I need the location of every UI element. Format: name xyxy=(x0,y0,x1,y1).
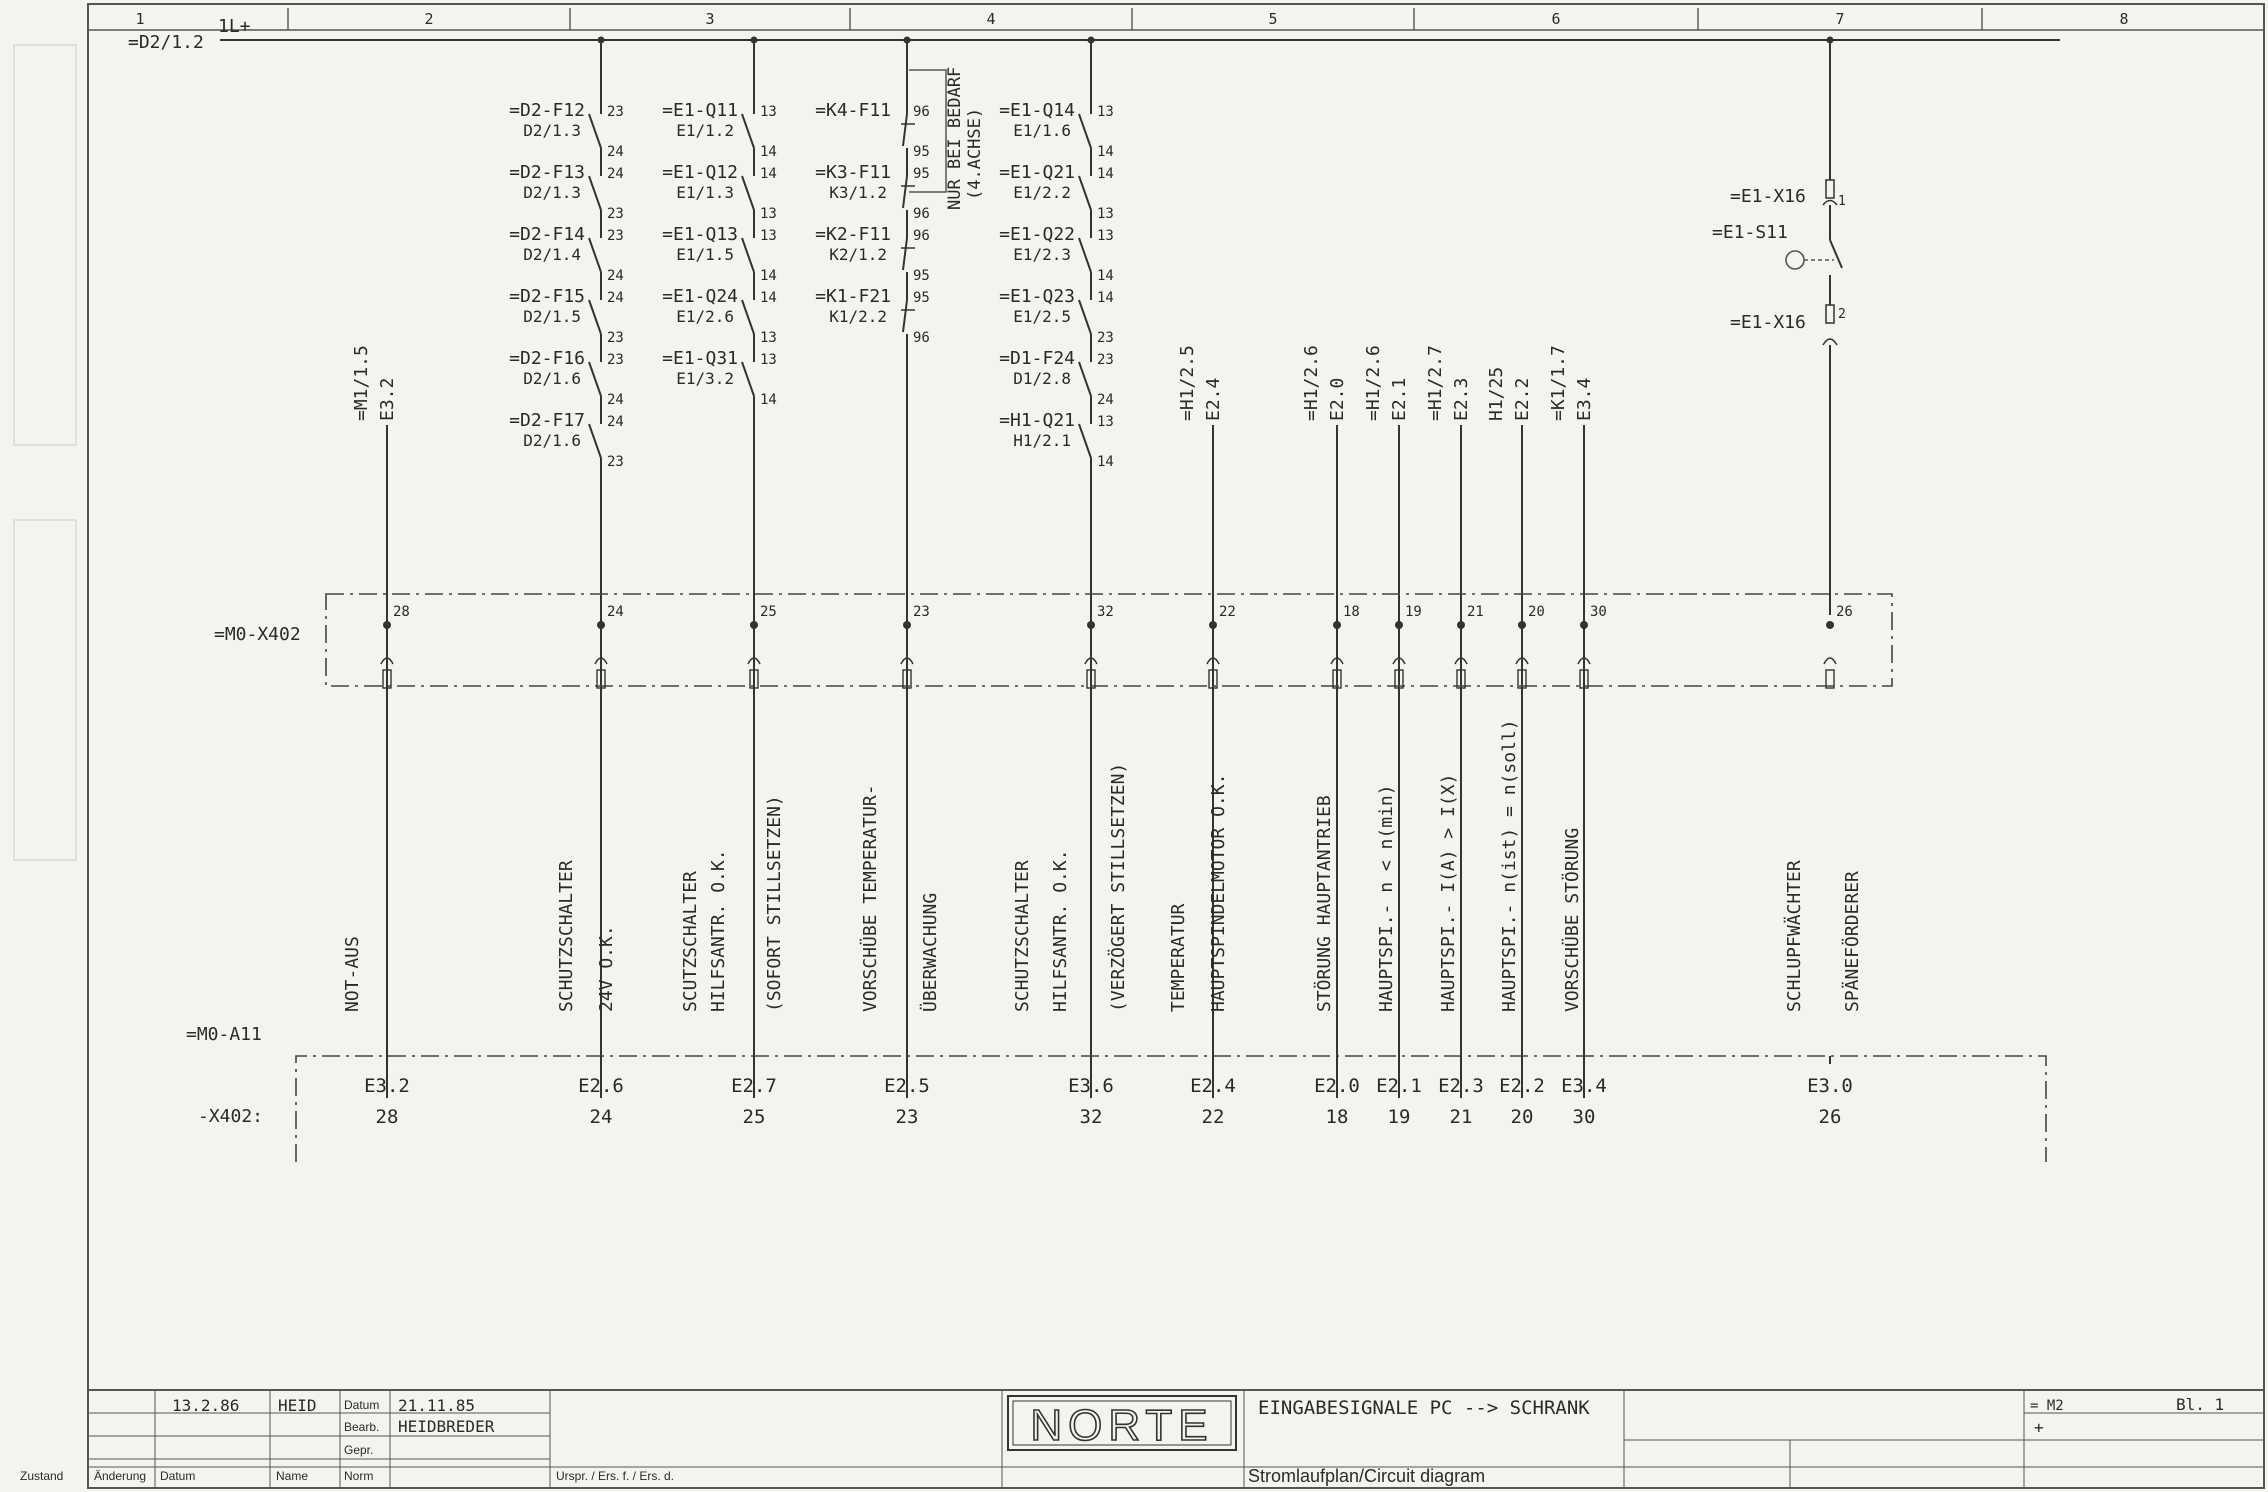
column-label: 5 xyxy=(1268,10,1278,28)
contact-device: =D2-F12 xyxy=(509,100,585,121)
contact-terminal-a: 14 xyxy=(1097,166,1114,182)
contact-K2-F11 xyxy=(815,224,930,294)
bearb-value: HEIDBREDER xyxy=(398,1417,495,1436)
contact-terminal-a: 23 xyxy=(607,228,624,244)
column-label: 3 xyxy=(705,10,715,28)
contact-device: =H1-Q21 xyxy=(999,410,1075,431)
description-line: HAUPTSPI.- I(A) > I(X) xyxy=(1438,773,1459,1012)
terminal-25 xyxy=(748,604,777,688)
contact-ref: K1/2.2 xyxy=(829,307,887,326)
s11-label: =E1-S11 xyxy=(1712,222,1788,243)
module-input-label: E2.3 xyxy=(1438,1075,1484,1097)
terminal-number: 19 xyxy=(1405,604,1422,620)
description-line: HILFSANTR. O.K. xyxy=(1050,849,1071,1012)
signal-ref-input: E2.4 xyxy=(1203,377,1224,421)
module-pin-label: 18 xyxy=(1325,1106,1349,1128)
signal-ref-source: =M1/1.5 xyxy=(351,345,372,421)
contact-terminal-a: 95 xyxy=(913,290,930,306)
zustand-label: Zustand xyxy=(20,1469,64,1483)
rev-name: HEID xyxy=(278,1396,317,1415)
module-pin-label: 28 xyxy=(375,1106,399,1128)
terminal-number: 24 xyxy=(607,604,624,620)
contact-terminal-b: 14 xyxy=(760,144,777,160)
contact-terminal-b: 96 xyxy=(913,206,930,222)
doc-ref: = M2 xyxy=(2030,1398,2064,1414)
module-pin-label: 21 xyxy=(1449,1106,1473,1128)
terminal-26 xyxy=(1824,604,1853,688)
x16-bottom-terminal: 2 xyxy=(1838,307,1846,322)
column-dividers xyxy=(288,8,1982,30)
contact-terminal-b: 14 xyxy=(760,392,777,408)
description-d6 xyxy=(1168,774,1229,1012)
description-d9 xyxy=(1438,774,1459,1012)
terminal-21 xyxy=(1455,604,1484,688)
description-line: ÜBERWACHUNG xyxy=(920,892,941,1012)
contact-terminal-b: 14 xyxy=(760,268,777,284)
terminal-number: 28 xyxy=(393,604,410,620)
column-label: 2 xyxy=(424,10,434,28)
module-pin-label: 30 xyxy=(1572,1106,1596,1128)
contact-E1-Q22 xyxy=(999,224,1114,294)
terminal-20 xyxy=(1516,604,1545,688)
contact-ref: E1/2.6 xyxy=(676,307,734,326)
terminal-number: 26 xyxy=(1836,604,1853,620)
module-input-label: E2.2 xyxy=(1499,1075,1545,1097)
contact-terminal-a: 13 xyxy=(760,352,777,368)
description-line: HAUPTSPI.- n < n(min) xyxy=(1376,784,1397,1012)
description-line: SCUTZSCHALTER xyxy=(680,871,701,1012)
contact-device: =E1-Q24 xyxy=(662,286,738,307)
sheet-number: Bl. 1 xyxy=(2176,1395,2225,1414)
module-input-label: E2.7 xyxy=(731,1075,777,1097)
contact-terminal-a: 14 xyxy=(760,166,777,182)
contact-terminal-b: 96 xyxy=(913,330,930,346)
module-connector: -X402: xyxy=(198,1106,264,1127)
terminal-18 xyxy=(1331,604,1360,688)
contact-E1-Q11 xyxy=(662,100,777,170)
description-d7 xyxy=(1313,795,1335,1012)
drawing-frame xyxy=(88,4,2264,1488)
contact-E1-Q13 xyxy=(662,224,777,294)
drawing-title: EINGABESIGNALE PC --> SCHRANK xyxy=(1258,1397,1590,1419)
contact-E1-Q24 xyxy=(662,286,777,356)
contact-K3-F11 xyxy=(815,162,930,232)
contact-ref: E1/1.5 xyxy=(676,245,734,264)
signal-ref-input: E2.2 xyxy=(1512,377,1533,421)
contact-terminal-b: 13 xyxy=(760,330,777,346)
description-line: (VERZÖGERT STILLSETZEN) xyxy=(1108,762,1129,1012)
ursprung-label: Urspr. / Ers. f. / Ers. d. xyxy=(556,1469,675,1483)
column-label: 4 xyxy=(986,10,996,28)
contact-device: =D2-F16 xyxy=(509,348,585,369)
description-d2 xyxy=(556,860,617,1012)
contact-terminal-b: 23 xyxy=(607,206,624,222)
drawing-subtitle: Stromlaufplan/Circuit diagram xyxy=(1248,1466,1486,1486)
contact-device: =D2-F15 xyxy=(509,286,585,307)
terminal-number: 32 xyxy=(1097,604,1114,620)
signal-ref-source: =H1/2.6 xyxy=(1363,345,1384,421)
contact-terminal-a: 13 xyxy=(1097,228,1114,244)
module-pin-label: 22 xyxy=(1201,1106,1225,1128)
signal-ref-source: =H1/2.5 xyxy=(1177,345,1198,421)
contact-terminal-b: 14 xyxy=(1097,268,1114,284)
description-d1 xyxy=(342,936,363,1012)
contact-ref: E1/1.3 xyxy=(676,183,734,202)
contact-terminal-b: 95 xyxy=(913,144,930,160)
contact-device: =E1-Q22 xyxy=(999,224,1075,245)
description-line: VORSCHÜBE STÖRUNG xyxy=(1562,827,1583,1012)
contact-terminal-b: 13 xyxy=(760,206,777,222)
description-line: STÖRUNG HAUPTANTRIEB xyxy=(1314,795,1335,1012)
contact-terminal-b: 24 xyxy=(607,392,624,408)
contact-terminal-a: 23 xyxy=(607,352,624,368)
module-box xyxy=(296,1056,2046,1162)
contact-terminal-a: 23 xyxy=(607,104,624,120)
contact-device: =E1-Q12 xyxy=(662,162,738,183)
supply-name: 1L+ xyxy=(218,16,251,37)
contact-terminal-b: 23 xyxy=(607,330,624,346)
module-input-label: E3.2 xyxy=(364,1075,410,1097)
description-line: SCHUTZSCHALTER xyxy=(556,860,577,1012)
contact-terminal-a: 24 xyxy=(607,166,624,182)
description-line: 24V O.K. xyxy=(596,925,617,1012)
terminal-30 xyxy=(1578,604,1607,688)
signal-ref-input: E2.3 xyxy=(1451,377,1472,421)
module-pin-label: 24 xyxy=(589,1106,613,1128)
module-input-label: E2.4 xyxy=(1190,1075,1236,1097)
contact-ref: K3/1.2 xyxy=(829,183,887,202)
contact-terminal-b: 24 xyxy=(1097,392,1114,408)
description-line: SCHLUPFWÄCHTER xyxy=(1784,860,1805,1012)
module-pin-label: 26 xyxy=(1818,1106,1842,1128)
module-input-label: E3.4 xyxy=(1561,1075,1607,1097)
terminal-number: 23 xyxy=(913,604,930,620)
contact-terminal-a: 13 xyxy=(1097,104,1114,120)
contact-E1-Q23 xyxy=(999,286,1114,356)
doc-plus: + xyxy=(2034,1418,2044,1437)
terminal-number: 25 xyxy=(760,604,777,620)
module-input-label: E2.1 xyxy=(1376,1075,1422,1097)
description-d10 xyxy=(1499,719,1520,1012)
contact-device: =D2-F13 xyxy=(509,162,585,183)
description-d12 xyxy=(1784,860,1863,1012)
contact-device: =K3-F11 xyxy=(815,162,891,183)
contact-device: =D1-F24 xyxy=(999,348,1075,369)
datum-label: Datum xyxy=(344,1398,380,1412)
contact-terminal-b: 23 xyxy=(607,454,624,470)
contact-K4-F11 xyxy=(815,100,930,170)
x16-top-label: =E1-X16 xyxy=(1730,186,1806,207)
contact-terminal-a: 96 xyxy=(913,104,930,120)
terminal-number: 20 xyxy=(1528,604,1545,620)
signal-descriptions xyxy=(342,719,1863,1012)
contact-K1-F21 xyxy=(815,286,930,356)
contact-device: =E1-Q11 xyxy=(662,100,738,121)
note-bedarf-line1: NUR BEI BEDARF xyxy=(945,66,965,210)
signal-ref-source: =K1/1.7 xyxy=(1548,345,1569,421)
vertical-signal-refs xyxy=(351,345,1595,1098)
contact-terminal-b: 14 xyxy=(1097,454,1114,470)
terminal-22 xyxy=(1207,604,1236,688)
margin-legal-text xyxy=(14,45,76,860)
description-d4 xyxy=(859,784,941,1012)
signal-ref-source: =H1/2.7 xyxy=(1425,345,1446,421)
terminal-number: 22 xyxy=(1219,604,1236,620)
contact-device: =E1-Q14 xyxy=(999,100,1075,121)
contact-D2-F14 xyxy=(509,224,624,294)
module-pin-label: 20 xyxy=(1510,1106,1534,1128)
name-label: Name xyxy=(276,1469,309,1483)
description-line: SPÄNEFÖRDERER xyxy=(1842,871,1863,1012)
contact-ref: E1/1.2 xyxy=(676,121,734,140)
note-bedarf-line2: (4.ACHSE) xyxy=(965,107,985,200)
contact-E1-Q31 xyxy=(662,348,777,418)
description-line: (SOFORT STILLSETZEN) xyxy=(764,795,785,1012)
contact-terminal-b: 14 xyxy=(1097,144,1114,160)
column-label: 8 xyxy=(2119,10,2129,28)
contact-ref: D2/1.6 xyxy=(523,369,581,388)
contact-D2-F13 xyxy=(509,162,624,232)
signal-ref-input: E3.2 xyxy=(377,377,398,421)
contact-H1-Q21 xyxy=(999,410,1114,480)
contact-device: =D2-F14 xyxy=(509,224,585,245)
description-d5 xyxy=(1012,763,1129,1012)
terminal-strip-name: =M0-X402 xyxy=(214,624,301,645)
contact-D2-F12 xyxy=(509,100,624,170)
signal-ref-source: =H1/2.6 xyxy=(1301,345,1322,421)
signal-ref-input: E2.0 xyxy=(1327,377,1348,421)
terminal-number: 18 xyxy=(1343,604,1360,620)
column-label: 1 xyxy=(135,10,145,28)
terminal-number: 30 xyxy=(1590,604,1607,620)
contact-terminal-a: 14 xyxy=(1097,290,1114,306)
module-input-label: E2.0 xyxy=(1314,1075,1360,1097)
contact-device: =E1-Q13 xyxy=(662,224,738,245)
contact-terminal-b: 23 xyxy=(1097,330,1114,346)
contact-E1-Q21 xyxy=(999,162,1114,232)
contact-device: =K1-F21 xyxy=(815,286,891,307)
gepr-label: Gepr. xyxy=(344,1443,374,1457)
signal-ref-input: E2.1 xyxy=(1389,377,1410,421)
description-line: NOT-AUS xyxy=(342,936,363,1012)
norm-label: Norm xyxy=(344,1469,374,1483)
module-input-label: E2.5 xyxy=(884,1075,930,1097)
contact-terminal-b: 13 xyxy=(1097,206,1114,222)
contact-D2-F17 xyxy=(509,410,624,480)
datum-value: 21.11.85 xyxy=(398,1396,476,1415)
rev-date: 13.2.86 xyxy=(172,1396,240,1415)
contact-terminal-a: 13 xyxy=(1097,414,1114,430)
terminal-28 xyxy=(381,604,410,688)
x16-bottom-label: =E1-X16 xyxy=(1730,312,1806,333)
terminal-24 xyxy=(595,604,624,688)
description-line: HAUPTSPI.- n(ist) = n(soll) xyxy=(1499,719,1520,1012)
contact-ref: K2/1.2 xyxy=(829,245,887,264)
description-d3 xyxy=(680,795,785,1012)
module-pin-label: 32 xyxy=(1079,1106,1103,1128)
contact-ref: E1/1.6 xyxy=(1013,121,1071,140)
contact-ref: E1/2.2 xyxy=(1013,183,1071,202)
description-line: TEMPERATUR xyxy=(1168,903,1189,1012)
module-inputs xyxy=(364,1056,1853,1128)
contact-terminal-b: 24 xyxy=(607,268,624,284)
description-d11 xyxy=(1561,828,1583,1012)
contact-ref: H1/2.1 xyxy=(1013,431,1071,450)
module-pin-label: 19 xyxy=(1387,1106,1411,1128)
module-pin-label: 25 xyxy=(742,1106,766,1128)
contact-D2-F15 xyxy=(509,286,624,356)
contact-terminal-a: 96 xyxy=(913,228,930,244)
contact-ref: E1/2.3 xyxy=(1013,245,1071,264)
contact-terminal-b: 24 xyxy=(607,144,624,160)
contact-terminal-a: 24 xyxy=(607,290,624,306)
supply-ref: =D2/1.2 xyxy=(128,32,204,53)
contact-ref: D2/1.6 xyxy=(523,431,581,450)
contact-ref: E1/2.5 xyxy=(1013,307,1071,326)
logo-text: NORTE xyxy=(1030,1401,1214,1450)
terminal-23 xyxy=(901,604,930,688)
description-line: HAUPTSPINDELMOTOR O.K. xyxy=(1208,773,1229,1012)
signal-ref-input: E3.4 xyxy=(1574,377,1595,421)
contact-device: =E1-Q21 xyxy=(999,162,1075,183)
description-line: VORSCHÜBE TEMPERATUR- xyxy=(860,784,881,1012)
contact-E1-Q12 xyxy=(662,162,777,232)
contact-ref: D2/1.5 xyxy=(523,307,581,326)
description-d8 xyxy=(1376,784,1397,1012)
contact-terminal-a: 95 xyxy=(913,166,930,182)
contact-device: =D2-F17 xyxy=(509,410,585,431)
contact-terminal-a: 14 xyxy=(760,290,777,306)
contact-device: =E1-Q31 xyxy=(662,348,738,369)
module-input-label: E2.6 xyxy=(578,1075,624,1097)
contact-E1-Q14 xyxy=(999,100,1114,170)
contact-ref: D2/1.3 xyxy=(523,183,581,202)
module-pin-label: 23 xyxy=(895,1106,919,1128)
datum2-label: Datum xyxy=(160,1469,196,1483)
terminal-32 xyxy=(1085,604,1114,688)
module-input-label: E3.6 xyxy=(1068,1075,1114,1097)
contact-ref: D1/2.8 xyxy=(1013,369,1071,388)
contact-D1-F24 xyxy=(999,348,1114,418)
terminal-number: 21 xyxy=(1467,604,1484,620)
column-label: 7 xyxy=(1835,10,1845,28)
contact-ref: D2/1.3 xyxy=(523,121,581,140)
contact-terminal-a: 13 xyxy=(760,228,777,244)
module-input-E3.0 xyxy=(1807,1056,1853,1128)
terminal-19 xyxy=(1393,604,1422,688)
contact-ref: D2/1.4 xyxy=(523,245,581,264)
contact-device: =E1-Q23 xyxy=(999,286,1075,307)
description-line: HILFSANTR. O.K. xyxy=(708,849,729,1012)
contact-device: =K2-F11 xyxy=(815,224,891,245)
module-input-label: E3.0 xyxy=(1807,1075,1853,1097)
description-line: SCHUTZSCHALTER xyxy=(1012,860,1033,1012)
contact-terminal-a: 13 xyxy=(760,104,777,120)
aenderung-label: Änderung xyxy=(94,1469,147,1483)
contact-device: =K4-F11 xyxy=(815,100,891,121)
contact-terminal-b: 95 xyxy=(913,268,930,284)
signal-ref-source: H1/25 xyxy=(1486,366,1507,421)
bearb-label: Bearb. xyxy=(344,1420,380,1434)
column-label: 6 xyxy=(1551,10,1561,28)
contact-D2-F16 xyxy=(509,348,624,418)
x16-top-terminal: 1 xyxy=(1838,194,1846,209)
contact-terminal-a: 24 xyxy=(607,414,624,430)
contact-terminal-a: 23 xyxy=(1097,352,1114,368)
contact-ref: E1/3.2 xyxy=(676,369,734,388)
module-name: =M0-A11 xyxy=(186,1024,262,1045)
